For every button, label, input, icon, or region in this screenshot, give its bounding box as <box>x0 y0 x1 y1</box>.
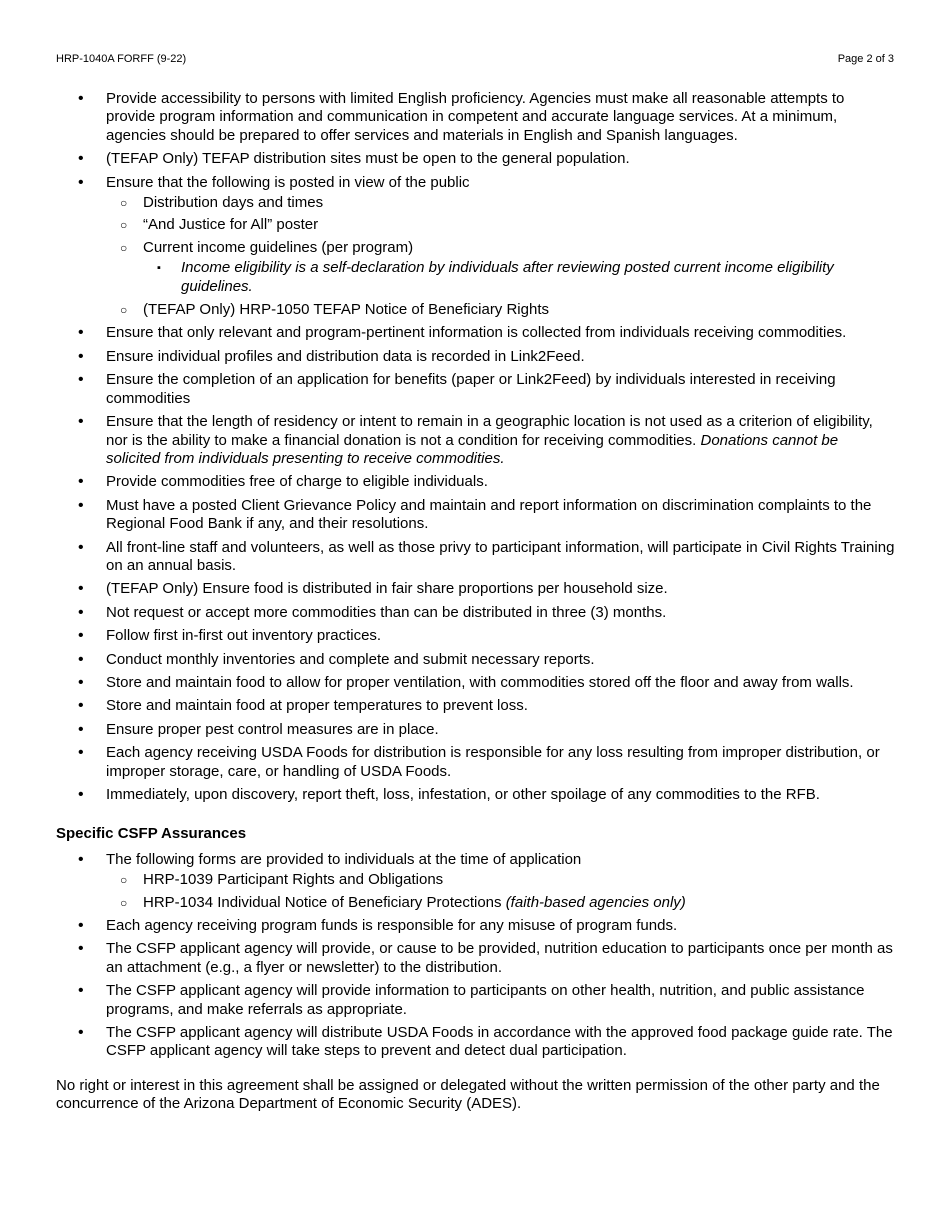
list-item: • Immediately, upon discovery, report theft, loss, infestation, or other spoilage of any commodities to the RFB. <box>56 786 896 804</box>
forms-sublist <box>106 871 896 912</box>
list-item-text: Ensure that the length of residency or intent to remain in a geographic location is not used as a criterion of eligibility, nor is the ability to make a financial donation is not a condition for receiving commodities. <box>106 413 873 449</box>
list-item: • Must have a posted Client Grievance Policy and maintain and report information on discrimination complaints to the Regional Food Bank if any, and their resolutions. <box>56 497 896 534</box>
list-item-italic: Donations cannot be solicited from individuals presenting to receive commodities. <box>106 431 839 467</box>
income-note-list <box>143 259 896 296</box>
sublist-item <box>106 894 896 912</box>
list-item: • All front-line staff and volunteers, as well as those privy to participant information, will participate in Civil Rights Training on an annual basis. <box>56 539 896 576</box>
list-item: • Each agency receiving program funds is responsible for any misuse of program funds. <box>56 917 896 935</box>
sublist-item-text: HRP-1034 Individual Notice of Beneficiary Protections <box>143 893 502 911</box>
list-item <box>56 851 896 912</box>
general-assurances-list <box>56 90 896 804</box>
list-item-text: The following forms are provided to individuals at the time of application <box>106 850 582 868</box>
sublist-item-italic: (faith-based agencies only) <box>505 893 686 911</box>
form-id: HRP-1040A FORFF (9-22) <box>56 53 187 65</box>
list-item: • The CSFP applicant agency will provide information to participants on other health, nutrition, and public assistance programs, and make referrals as appropriate. <box>56 982 896 1019</box>
assignment-clause: No right or interest in this agreement shall be assigned or delegated without the written permission of the other party and the concurrence of the Arizona Department of Economic Security (ADES). <box>56 1076 880 1113</box>
page-number: Page 2 of 3 <box>837 53 894 65</box>
document-body <box>56 90 896 1129</box>
list-item: • Each agency receiving USDA Foods for distribution is responsible for any loss resulting from improper distribution, or improper storage, care, or handling of USDA Foods. <box>56 744 896 781</box>
list-item <box>56 413 896 468</box>
csfp-assurances-list <box>56 851 896 1061</box>
list-item: • Ensure that only relevant and program-pertinent information is collected from individuals receiving commodities. <box>56 324 896 342</box>
list-item: • Conduct monthly inventories and complete and submit necessary reports. <box>56 651 896 669</box>
sublist-item: ○ “And Justice for All” poster <box>106 216 896 234</box>
sublist-item-text: Current income guidelines (per program) <box>143 238 414 256</box>
list-item: • Not request or accept more commodities than can be distributed in three (3) months. <box>56 604 896 622</box>
list-item-text: Ensure that the following is posted in view of the public <box>106 173 470 191</box>
csfp-heading: Specific CSFP Assurances <box>56 825 247 843</box>
list-item: • The CSFP applicant agency will provide, or cause to be provided, nutrition education to participants once per month as an attachment (e.g., a flyer or newsletter) to the distribution. <box>56 940 896 977</box>
list-item: • Ensure individual profiles and distribution data is recorded in Link2Feed. <box>56 348 896 366</box>
posting-sublist <box>106 194 896 319</box>
list-item: • Ensure proper pest control measures are in place. <box>56 721 896 739</box>
list-item: • The CSFP applicant agency will distribute USDA Foods in accordance with the approved food package guide rate. The CSFP applicant agency will take steps to prevent and detect dual participation. <box>56 1024 896 1061</box>
list-item: • Provide accessibility to persons with limited English proficiency. Agencies must make all reasonable attempts to provide program information and communication in competent and accurate language services. At a minimum, agencies should be prepared to offer services and materials in English and Spanish languages. <box>56 90 896 145</box>
sublist-item: ○ (TEFAP Only) HRP-1050 TEFAP Notice of Beneficiary Rights <box>106 301 896 319</box>
note-item: ▪ Income eligibility is a self-declaration by individuals after reviewing posted current income eligibility guidelines. <box>143 259 896 296</box>
sublist-item: ○ Distribution days and times <box>106 194 896 212</box>
page-header <box>56 53 894 65</box>
list-item: • Ensure the completion of an application for benefits (paper or Link2Feed) by individuals interested in receiving commodities <box>56 371 896 408</box>
list-item: • (TEFAP Only) Ensure food is distributed in fair share proportions per household size. <box>56 580 896 598</box>
list-item: • Store and maintain food at proper temperatures to prevent loss. <box>56 697 896 715</box>
sublist-item <box>106 239 896 296</box>
list-item <box>56 174 896 320</box>
sublist-item: ○ HRP-1039 Participant Rights and Obligations <box>106 871 896 889</box>
list-item: • Follow first in-first out inventory practices. <box>56 627 896 645</box>
list-item: • (TEFAP Only) TEFAP distribution sites must be open to the general population. <box>56 150 896 168</box>
list-item: • Store and maintain food to allow for proper ventilation, with commodities stored off the floor and away from walls. <box>56 674 896 692</box>
list-item: • Provide commodities free of charge to eligible individuals. <box>56 473 896 491</box>
